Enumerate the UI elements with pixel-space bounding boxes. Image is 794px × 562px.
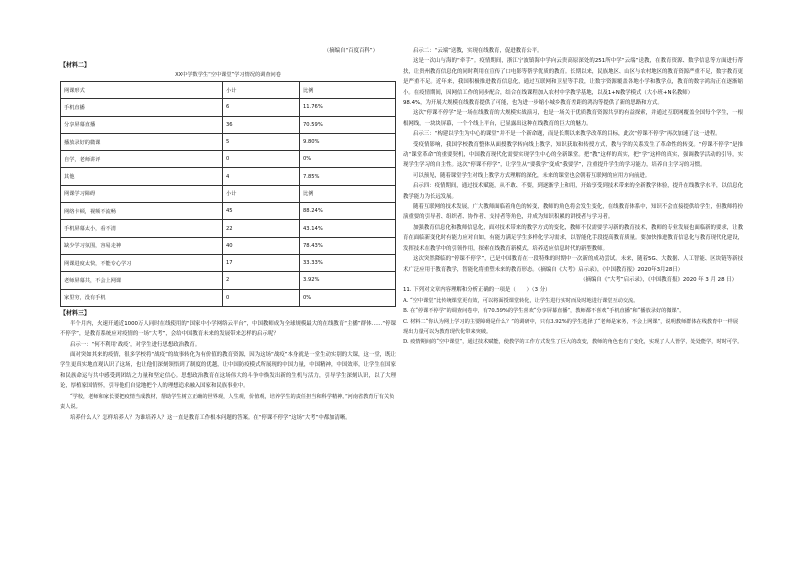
table-cell: 0 bbox=[223, 151, 300, 168]
table-cell: 7.85% bbox=[300, 168, 396, 185]
survey-table bbox=[60, 81, 396, 307]
paragraph: 这次突然降临的“停课不停学”，已是中国教育在一段特殊的时期中一次新的成功尝试。未来，随着5G、大数据、人工智能、区块链等新技术广泛应用于教育教学，智能化将重塑未来的教育形态。（摘编自《大考》启示录》，《中国教育报》2020年3月28日） bbox=[403, 256, 743, 273]
table-cell: 88.24% bbox=[300, 203, 396, 220]
table-row bbox=[61, 151, 396, 168]
source-note-bottom: （摘编自《“大考”启示录》，《中国教育报》2020 年 3 月 28 日） bbox=[580, 276, 737, 283]
table-cell: 22 bbox=[223, 220, 300, 237]
material-two-title: 【材料二】 bbox=[60, 62, 91, 69]
left-column bbox=[60, 46, 396, 423]
table-cell: 6 bbox=[223, 99, 300, 116]
table-row bbox=[61, 254, 396, 271]
table-row bbox=[61, 168, 396, 185]
paragraph: 这次“停课不停学”是一场在线教育的大规模实战演习，也是一场关于优质教育资源共享的有益探索，并通过互联网覆盖全国每个学生，一根根网线，一块块屏幕，一个个线上平台，已显露出这种在线教育的巨大的魅力。 bbox=[403, 110, 743, 127]
table-caption: XX中学数学生“空中课堂”学习情况的调查问卷 bbox=[175, 72, 281, 78]
table-row bbox=[61, 272, 396, 289]
paragraph: 启示二：“云端”送教，实现在线教育，促进教育公平。 bbox=[413, 48, 543, 54]
table-row bbox=[61, 203, 396, 220]
paragraph: 培养什么人？怎样培养人？为谁培养人？这一直是教育工作根本问题的答案。在“停课不停学”这场“大考”中都加清晰。 bbox=[70, 414, 351, 421]
table-cell: 小计 bbox=[223, 82, 300, 99]
paragraph: 面对突如其来的疫情，很多学校将“战疫”的故事转化为有价值的教育资源，因为这场“战疫”本身就是一堂生动实别的大课，这一堂，既让学生更真实地直观认识了这场，也让他们深刻领悟到了制度的优越，让中国防疫模式所展现的中国力量，中国精神，中国效率，让学生在国家和民族命运与共中感受到团结之力量和坚定信心。思想政治教育在这场伟大的斗争中焕发出新的生机与活力，引导学生深刻认识，以了大理论，厚植家国情怀，引导他们自觉地把个人的理想追求融入国家和民族事业中。 bbox=[60, 352, 396, 390]
table-row bbox=[61, 99, 396, 116]
right-column bbox=[403, 46, 743, 348]
paragraph: 启示三：“构建以学生为中心的课堂”并不是一个新命题，而是长期以来教学改革的目标，此次“停课不停学”再次加速了这一进程。 bbox=[413, 131, 721, 138]
quote-paragraph: “学校，老师和家长要把疫情当成教材，帮助学生树立正确的世界观，人生观，价值观，培养学生的责任担当和科学精神。”河南省教育厅有关负责人说。 bbox=[60, 393, 395, 411]
table-cell: 网课进度太快，不能专心学习 bbox=[61, 254, 223, 271]
table-cell: 45 bbox=[223, 203, 300, 220]
question-stem: 11. 下列对文章内容理解和分析正确的一项是（ ）（3 分） bbox=[403, 287, 551, 294]
table-cell: 其他 bbox=[61, 168, 223, 185]
paragraph: 启示一：“何不利用‘战疫’，对学生进行思想政治教育。 bbox=[70, 341, 201, 348]
table-cell: 0% bbox=[300, 289, 396, 306]
table-cell: 40 bbox=[223, 237, 300, 254]
table-cell: 70.59% bbox=[300, 116, 396, 133]
table-cell: 0% bbox=[300, 151, 396, 168]
table-cell: 33.33% bbox=[300, 254, 396, 271]
table-row bbox=[61, 82, 396, 99]
table-row bbox=[61, 220, 396, 237]
table-cell: 老师屏幕共，不会上网课 bbox=[61, 272, 223, 289]
source-note-top: （摘编自“百度百科”） bbox=[323, 48, 378, 54]
table-cell: 网课学习障碍 bbox=[61, 185, 223, 202]
material-three-title: 【材料三】 bbox=[60, 309, 91, 317]
table-cell: 网课形式 bbox=[61, 82, 223, 99]
table-row bbox=[61, 185, 396, 202]
paragraph: 启示四：疫情期间，通过技术赋能，从不敢、不要，到逐渐学上和用，开始享受到技术带来的全新教学体验，提升在线教学水平，以信息化教学能力为长远发展。 bbox=[403, 183, 743, 200]
option-b: B. 在“停课不停学”的调查问卷中，有70.59%的学生喜欢“分享屏幕直播”，教师都不喜欢“手机直播”和“播放录好的微课”。 bbox=[403, 308, 685, 315]
option-c: C. 材料二“你认为网上学习的主要障碍是什么？”的调研中，只有3.92%的学生选择了“老师是家务，不会上网课”，说明教师群体在线教育中一样展现出力量可以为教育现代化带来突破。 bbox=[403, 318, 739, 335]
table-cell: 5 bbox=[223, 133, 300, 150]
table-cell: 播放录好的微课 bbox=[61, 133, 223, 150]
table-cell: 43.14% bbox=[300, 220, 396, 237]
table-cell: 比例 bbox=[300, 185, 396, 202]
table-cell: 0 bbox=[223, 289, 300, 306]
table-cell: 78.43% bbox=[300, 237, 396, 254]
table-cell: 9.80% bbox=[300, 133, 396, 150]
table-cell: 缺少学习氛围，容易走神 bbox=[61, 237, 223, 254]
table-row bbox=[61, 133, 396, 150]
table-cell: 17 bbox=[223, 254, 300, 271]
table-cell: 自学，老师讲评 bbox=[61, 151, 223, 168]
paragraph: 加强教育信息化和教师信息化，面对技术带来的教学方式的变化，教师不仅需要学习新的教育技术，教师的专业发展也面临新的要求，让教育在面临新变化时有能力应对自如，有能力满足学生多样化学习需求，以智能化手段提高教育质量。要加快推进教育信息化与教育现代化建设，发挥技术在教学中的引领作用，探索在线教育新模式，培养适应信息时代的新型教师。 bbox=[403, 224, 743, 252]
paragraph: 这是一次山与海的“牵手”。疫情期间，浙江宁波镇海中学向云贵高原深处的251所中学“云端”送教，在教育资源、数学信息等方面进行帮扶，让贵州教育信息化的同时利用在宣传了口电影等帮学优质的教育。长期以来，民族地区、山区与农村地区的教育资源严重不足，数字教育更是严重不足。近年来，我国积极推进教育信息化，通过互联网和卫星等手段，让数字资源覆盖各地小学和教学点，教育的数字鸿沟正在逐渐缩小。在疫情期间，因网信工作的同步配合，结合在线课程加入农村中学教学基地，以及1+N教学模式（大小班+N名教师） bbox=[403, 58, 743, 96]
table-row bbox=[61, 116, 396, 133]
paragraph: 受疫情影响，我国学校教育整体从面授教学转向线上教学，知识获取和传授方式，教与学的关系发生了革命性的转变。“停课不停学”是推动“课堂革命”的重要契机，中国教育现代化需要实现学生中心的全新课堂。把“教”这样的真实，把“学”这样的真实，强调教学活动的引导，实现学生学习的自主性。这次“停课不停学”，让学生从“要我学”变成“我要学”，注重提升学生的学习能力，培养自主学习的习惯。 bbox=[403, 141, 743, 169]
table-cell: 手机直播 bbox=[61, 99, 223, 116]
table-cell: 手机屏幕太小，看不清 bbox=[61, 220, 223, 237]
table-cell: 小计 bbox=[223, 185, 300, 202]
paragraph: 随着互联网的技术发展，广大教师面临着角色的转变，教师的角色将会发生变化，在线教育体系中，知识不会直接提供给学生，但教师将扮演重要的引导者、组织者、协作者、支持者等角色，并成为知识积累的讲授者与学习者。 bbox=[403, 204, 743, 221]
paragraph: 98.4%，为开展大规模在线教育提供了可能，也为进一步缩小城乡教育差距的鸿沟等提供了新的思路和方式。 bbox=[403, 100, 663, 107]
table-cell: 网络卡顿，视频不流畅 bbox=[61, 203, 223, 220]
paragraph: 可以预见，随着课堂学生对线上教学方式理解的深化，未来的课堂也会朝着互联网的应用方向前进。 bbox=[413, 172, 651, 179]
option-d: D. 疫情期间的“空中课堂”，通过技术赋能，使教学的工作方式发生了巨大的改变，教师的角色也有了变化，实现了人人皆学，处处能学，时时可学。 bbox=[403, 339, 743, 346]
table-cell: 11.76% bbox=[300, 99, 396, 116]
table-cell: 4 bbox=[223, 168, 300, 185]
table-cell: 2 bbox=[223, 272, 300, 289]
option-a: A. “空中课堂”比传统课堂更有效，可以将面授课堂转化，让学生进行实时而及时地进行课堂互动交流。 bbox=[403, 297, 639, 304]
table-row bbox=[61, 289, 396, 306]
table-cell: 36 bbox=[223, 116, 300, 133]
paragraph: 半个月内，火速开通近1000万人同时在线使用的“国家中小学网络云平台”，中国教师成为全球规模最大的在线教育“主播”群体……“停课不停学”，是教育系统应对疫情的一场“大考”，会给中国教育未来的发展带来怎样的启示呢？ bbox=[60, 320, 396, 338]
table-cell: 分享屏幕直播 bbox=[61, 116, 223, 133]
table-row bbox=[61, 237, 396, 254]
table-cell: 比例 bbox=[300, 82, 396, 99]
table-cell: 3.92% bbox=[300, 272, 396, 289]
table-cell: 家里穷，没有手机 bbox=[61, 289, 223, 306]
